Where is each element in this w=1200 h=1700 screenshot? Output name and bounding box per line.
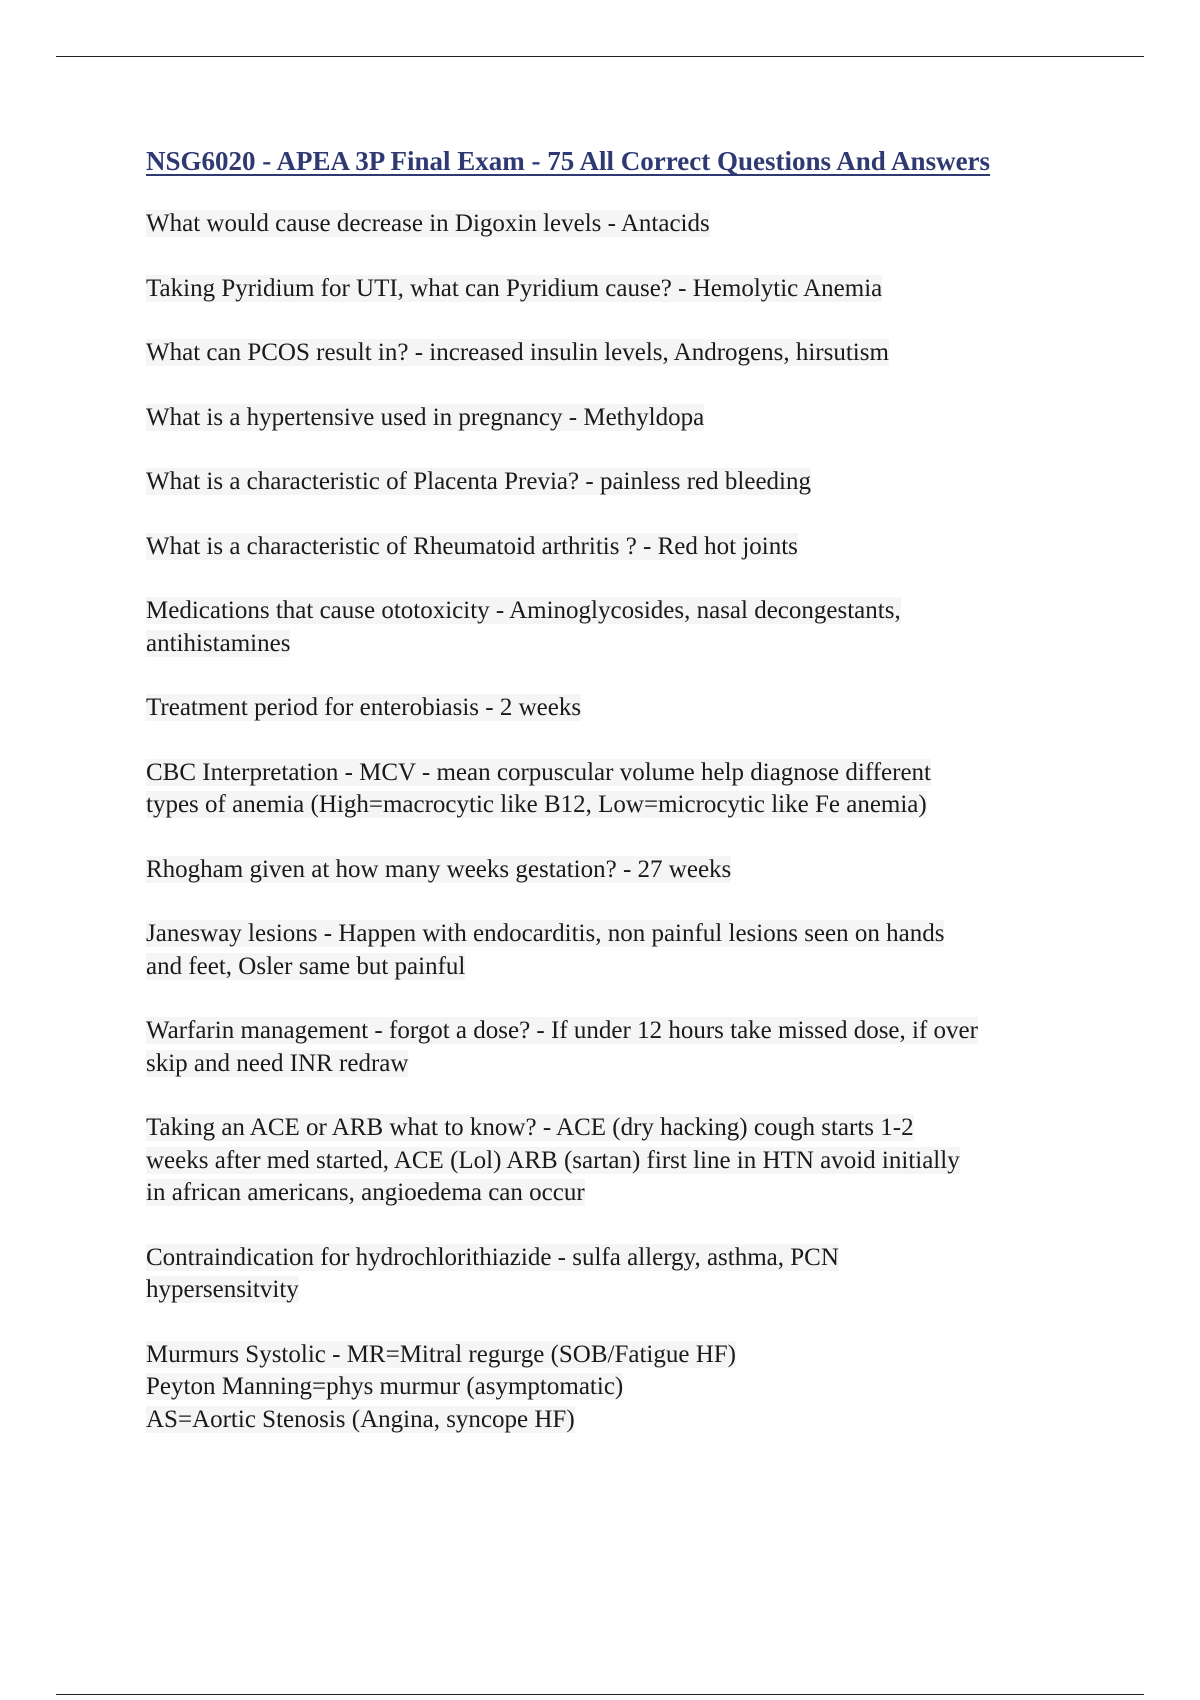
qa-text: AS=Aortic Stenosis (Angina, syncope HF) [146, 1405, 575, 1433]
qa-line [146, 1048, 1096, 1081]
qa-text: What is a characteristic of Placenta Previa? - painless red bleeding [146, 468, 811, 495]
qa-text: Medications that cause ototoxicity - Aminoglycosides, nasal decongestants, [146, 597, 901, 624]
qa-item [146, 208, 1096, 241]
qa-item [146, 854, 1096, 887]
qa-line [146, 757, 1096, 790]
qa-line [146, 1242, 1096, 1275]
qa-line [146, 466, 1096, 499]
qa-item [146, 1015, 1096, 1080]
qa-text: Contraindication for hydrochlorithiazide - sulfa allergy, asthma, PCN [146, 1243, 839, 1271]
qa-line [146, 337, 1096, 370]
qa-text: What is a hypertensive used in pregnancy - Methyldopa [146, 403, 705, 431]
qa-item [146, 402, 1096, 435]
qa-line [146, 1274, 1096, 1307]
qa-item [146, 918, 1096, 983]
qa-line [146, 1339, 1096, 1372]
qa-text: Peyton Manning=phys murmur (asymptomatic) [146, 1373, 624, 1400]
qa-line [146, 595, 1096, 628]
qa-line [146, 208, 1096, 241]
qa-item [146, 337, 1096, 370]
qa-item [146, 531, 1096, 564]
qa-text: Janesway lesions - Happen with endocarditis, non painful lesions seen on hands [146, 920, 945, 947]
qa-text: Rhogham given at how many weeks gestation? - 27 weeks [146, 855, 732, 883]
qa-item [146, 595, 1096, 660]
qa-text: antihistamines [146, 629, 291, 657]
qa-line [146, 692, 1096, 725]
qa-line [146, 1145, 1096, 1178]
bottom-rule [56, 1694, 1144, 1695]
qa-text: Warfarin management - forgot a dose? - If under 12 hours take missed dose, if over [146, 1017, 978, 1044]
qa-text: Taking an ACE or ARB what to know? - ACE (dry hacking) cough starts 1-2 [146, 1114, 914, 1141]
qa-item [146, 466, 1096, 499]
qa-line [146, 273, 1096, 306]
qa-text: types of anemia (High=macrocytic like B12, Low=microcytic like Fe anemia) [146, 791, 927, 818]
qa-text: CBC Interpretation - MCV - mean corpuscular volume help diagnose different [146, 758, 931, 786]
qa-line [146, 1015, 1096, 1048]
document-title[interactable]: NSG6020 - APEA 3P Final Exam - 75 All Correct Questions And Answers [146, 146, 991, 176]
qa-line [146, 628, 1096, 661]
qa-text: skip and need INR redraw [146, 1049, 409, 1077]
qa-line [146, 402, 1096, 435]
qa-item [146, 273, 1096, 306]
qa-text: Taking Pyridium for UTI, what can Pyridium cause? - Hemolytic Anemia [146, 274, 883, 302]
qa-text: in african americans, angioedema can occur [146, 1179, 585, 1206]
qa-item [146, 1112, 1096, 1210]
qa-line [146, 789, 1096, 822]
top-rule [56, 56, 1144, 57]
qa-text: What can PCOS result in? - increased insulin levels, Androgens, hirsutism [146, 339, 889, 366]
qa-text: and feet, Osler same but painful [146, 952, 466, 980]
qa-text: Treatment period for enterobiasis - 2 weeks [146, 694, 582, 721]
qa-text: Murmurs Systolic - MR=Mitral regurge (SOB/Fatigue HF) [146, 1340, 737, 1368]
qa-line [146, 918, 1096, 951]
qa-line [146, 951, 1096, 984]
qa-item [146, 692, 1096, 725]
qa-list [146, 208, 1096, 1436]
qa-line [146, 1371, 1096, 1404]
qa-item [146, 1339, 1096, 1437]
qa-line [146, 1112, 1096, 1145]
qa-text: weeks after med started, ACE (Lol) ARB (sartan) first line in HTN avoid initially [146, 1146, 960, 1174]
document-body [146, 144, 1096, 1468]
qa-line [146, 1404, 1096, 1437]
qa-text: hypersensitvity [146, 1276, 299, 1303]
qa-text: What is a characteristic of Rheumatoid arthritis ? - Red hot joints [146, 532, 798, 560]
qa-line [146, 1177, 1096, 1210]
qa-line [146, 854, 1096, 887]
qa-line [146, 531, 1096, 564]
qa-item [146, 757, 1096, 822]
qa-item [146, 1242, 1096, 1307]
qa-text: What would cause decrease in Digoxin levels - Antacids [146, 210, 710, 237]
